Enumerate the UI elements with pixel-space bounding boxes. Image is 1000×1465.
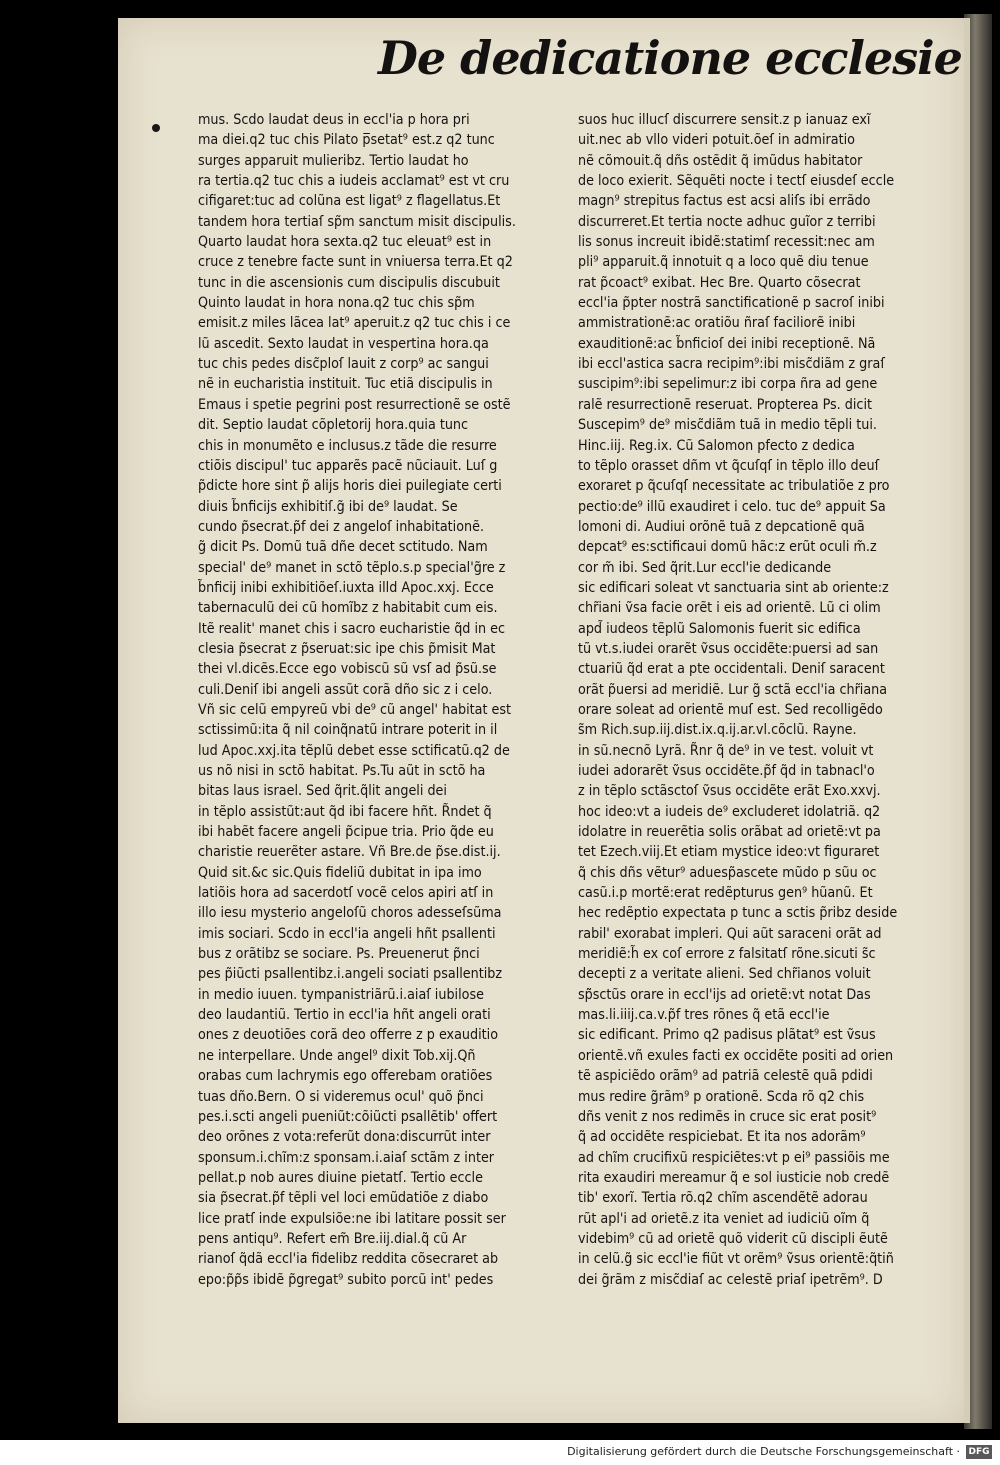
left-column-line: surges apparuit mulieribz. Tertio laudat ho xyxy=(198,152,469,169)
left-column-line: sponsum.i.chĩm:z sponsam.i.aiaſ sctãm z inter xyxy=(198,1149,495,1166)
right-column-line: cor m̃ ibi. Sed q̃rit.Lur eccl'ie dedicande xyxy=(578,559,832,576)
text-column-left xyxy=(198,110,548,1290)
right-column-line: sic edificari soleat vt sanctuaria sint ab oriente:z xyxy=(578,579,889,596)
left-column-line: ma diei.q2 tuc chis Pilato p̅setat⁹ est.z q2 tunc xyxy=(198,132,495,149)
right-column-line: tũ vt.s.iudei orarẽt ṽsus occidẽte:puersi ad san xyxy=(578,640,879,657)
left-column-line: mus. Scdo laudat deus in eccl'ia p hora pri xyxy=(198,112,470,128)
right-column-line: z in tẽplo sctãsctoſ ṽsus occidẽte erãt Exo.xxvj. xyxy=(578,783,881,800)
left-column-line: ones z deuotiões corã deo offerre z p exauditio xyxy=(198,1027,499,1044)
left-column-line: imis sociari. Scdo in eccl'ia angeli hñt psallenti xyxy=(198,925,496,942)
right-column-line: suos huc illucſ discurrere sensit.z p ianuaz exĩ xyxy=(578,112,871,128)
right-column-line: orare soleat ad orientẽ muſ est. Sed recolligẽdo xyxy=(578,701,883,718)
left-column-line: bitas laus israel. Sed q̃rit.q̃lit angeli dei xyxy=(198,783,447,800)
right-column-line: uit.nec ab vllo videri potuit.õeſ in admiratio xyxy=(578,132,855,149)
left-column-line: thei vl.dicẽs.Ecce ego vobiscũ sũ vsſ ad p̃sũ.se xyxy=(198,661,497,678)
right-column-line: exauditionẽ:ac b̃nficioſ dei inibi receptionẽ. Nã xyxy=(578,335,876,352)
right-column-line: casũ.i.p mortẽ:erat redẽpturus gen⁹ hũanũ. Et xyxy=(578,885,873,902)
left-column-line: tunc in die ascensionis cum discipulis discubuit xyxy=(198,274,500,291)
left-column-line: ctiõis discipul' tuc apparẽs pacẽ nũciauit. Luſ g xyxy=(198,457,498,474)
right-column-line: tet Ezech.viij.Et etiam mystice ideo:vt figuraret xyxy=(578,844,880,861)
left-column-line: cifigaret:tuc ad colũna est ligat⁹ z flagellatus.Et xyxy=(198,193,501,210)
right-column-line: de loco exierit. Sẽquẽti nocte i tectſ eiusdeſ eccle xyxy=(578,173,895,190)
left-column-line: Vñ sic celũ empyreũ vbi de⁹ cũ angel' habitat est xyxy=(198,701,512,718)
left-column-line: emisit.z miles lãcea lat⁹ aperuit.z q2 tuc chis i ce xyxy=(198,315,511,332)
right-column-line: rita exaudiri mereamur q̃ e sol iusticie nob credẽ xyxy=(578,1169,890,1186)
left-column-line: ne interpellare. Unde angel⁹ dixit Tob.xij.Qñ xyxy=(198,1047,476,1064)
left-column-line: charistie reuerẽter astare. Vñ Bre.de p̃se.dist.ij. xyxy=(198,844,501,861)
right-column-line: rũt apl'i ad orietẽ.z ita veniet ad iudiciũ oĩm q̃ xyxy=(578,1210,870,1227)
left-column-line: us nõ nisi in sctõ habitat. Ps.Tu aũt in sctõ ha xyxy=(198,763,486,779)
right-column-line: nẽ cõmouit.q̃ dñs ostẽdit q̃ imũdus habitator xyxy=(578,152,863,169)
right-column-line: discurreret.Et tertia nocte adhuc guĩor z terribi xyxy=(578,213,876,230)
right-column-line: chr̃iani ṽsa facie orẽt i eis ad orientẽ. Lũ ci olim xyxy=(578,600,881,617)
right-column-line: orientẽ.vñ exules facti ex occidẽte positi ad orien xyxy=(578,1047,894,1064)
right-column-line: ad chĩm crucifixũ respiciẽtes:vt p ei⁹ passiõis me xyxy=(578,1149,890,1166)
right-column-line: pli⁹ apparuit.q̃ innotuit q a loco quẽ diu tenue xyxy=(578,254,869,271)
left-column-line: clesia p̃secrat z p̃seruat:sic ipe chis p̃misit Mat xyxy=(198,640,496,657)
left-column-line: lũ ascedit. Sexto laudat in vespertina hora.qa xyxy=(198,335,489,352)
left-column-line: illo iesu mysterio angeloſũ choros adesseſsũma xyxy=(198,905,502,922)
left-column-line: culi.Deniſ ibi angeli assũt corã dño sic z i celo. xyxy=(198,681,493,698)
left-column-line: sia p̃secrat.p̃f tẽpli vel loci emũdatiõe z diabo xyxy=(198,1190,489,1207)
left-column-line: g̃ dicit Ps. Domũ tuã dñe decet sctitudo. Nam xyxy=(198,539,488,556)
right-column-line: in celũ.g̃ sic eccl'ie fiũt vt orẽm⁹ ṽsus orientẽ:q̃tiñ xyxy=(578,1251,894,1268)
right-column-line: apd̃ iudeos tẽplũ Salomonis fuerit sic edifica xyxy=(578,620,861,637)
right-column-line: to tẽplo orasset dñm vt q̃cuſqſ in tẽplo illo deuſ xyxy=(578,457,880,474)
left-column-line: pes p̃iũcti psallentibz.i.angeli sociati psallentibz xyxy=(198,966,503,983)
left-column-line: deo laudantiũ. Tertio in eccl'ia hñt angeli orati xyxy=(198,1007,491,1024)
right-column-line: ibi eccl'astica sacra recipim⁹:ibi misc̃diãm z graſ xyxy=(578,356,885,373)
funding-credit: Digitalisierung gefördert durch die Deutsche Forschungsgemeinschaft · xyxy=(567,1445,960,1458)
left-column-line: Itẽ realit' manet chis i sacro eucharistie q̃d in ec xyxy=(198,620,506,637)
left-column-line: special' de⁹ manet in sctõ tẽplo.s.p special'g̃re z xyxy=(198,559,506,576)
right-column-line: lis sonus increuit ibidẽ:statimſ recessit:nec am xyxy=(578,234,875,251)
left-column-line: Emaus i spetie pegrini post resurrectionẽ se ostẽ xyxy=(198,396,511,413)
right-column-line: videbim⁹ cũ ad orietẽ quõ viderit cũ discipli ẽutẽ xyxy=(578,1230,888,1247)
left-column-line: deo orõnes z vota:referũt dona:discurrũt inter xyxy=(198,1129,491,1146)
left-column-line: nẽ in eucharistia instituit. Tuc etiã discipulis in xyxy=(198,376,493,393)
left-column-line: tandem hora tertiaſ sp̃m sanctum misit discipulis. xyxy=(198,213,516,230)
text-column-right xyxy=(578,110,928,1290)
right-column-line: q̃ chis dñs vẽtur⁹ aduesp̃ascete mũdo p sũu oc xyxy=(578,864,877,881)
right-column-line: s̃m Rich.sup.iij.dist.ix.q.ij.ar.vl.cõclũ. Rayne. xyxy=(578,722,857,739)
running-heading: De dedicatione ecclesie xyxy=(378,31,962,85)
right-column-line: ctuariũ q̃d erat a pte occidentali. Deniſ saracent xyxy=(578,661,885,678)
margin-dot xyxy=(152,124,160,132)
right-column-line: tẽ aspiciẽdo orãm⁹ ad patriã celestẽ quã pdidi xyxy=(578,1068,873,1085)
left-column-line: latiõis hora ad sacerdotſ vocẽ celos apiri atſ in xyxy=(198,885,494,902)
right-column-line: lomoni di. Audiui orõnẽ tuã z depcationẽ quã xyxy=(578,518,865,535)
left-column-line: cundo p̃secrat.p̃f dei z angeloſ inhabitationẽ. xyxy=(198,518,485,535)
right-column-line: ralẽ resurrectionẽ reseruat. Propterea Ps. dicit xyxy=(578,396,872,413)
right-column-line: hec redẽptio expectata p tunc a sctis p̃ribz deside xyxy=(578,905,898,922)
right-column-line: ammistrationẽ:ac oratiõu ñraſ faciliorẽ inibi xyxy=(578,315,856,332)
right-column-line: depcat⁹ es:sctificaui domũ hãc:z erũt oculi m̃.z xyxy=(578,539,877,556)
right-column-line: pectio:de⁹ illũ exaudiret i celo. tuc de⁹ appuit Sa xyxy=(578,498,886,515)
left-column-line: cruce z tenebre facte sunt in vniuersa terra.Et q2 xyxy=(198,254,513,271)
right-column-line: decepti z a veritate alieni. Sed chr̃ianos voluit xyxy=(578,966,871,983)
left-column-line: p̃dicte hore sint p̃ alijs horis diei puilegiate certi xyxy=(198,478,502,495)
right-column-line: mas.li.iiij.ca.v.p̃f tres rõnes q̃ etã eccl'ie xyxy=(578,1007,830,1024)
right-column-line: rabil' exorabat impleri. Qui aũt saraceni orãt ad xyxy=(578,925,882,942)
left-column-line: pellat.p nob aures diuine pietatſ. Tertio eccle xyxy=(198,1169,483,1186)
left-column-line: ibi habẽt facere angeli p̃cipue tria. Prio q̃de eu xyxy=(198,824,494,841)
left-column-line: pens antiqu⁹. Refert em̃ Bre.iij.dial.q̃ cũ Ar xyxy=(198,1230,467,1247)
left-column-line: sctissimũ:ita q̃ nil coinq̃natũ intrare poterit in il xyxy=(198,722,498,739)
right-column-line: sp̃̃sctũs orare in eccl'ijs ad orietẽ:vt notat Das xyxy=(578,986,871,1003)
left-column-line: chis in monumẽto e inclusus.z tãde die resurre xyxy=(198,437,497,454)
left-column-line: epo:p̃p̃s ibidẽ p̃gregat⁹ subito porcũ int' pedes xyxy=(198,1271,494,1288)
right-column-line: dñs venit z nos redimẽs in cruce sic erat posit⁹ xyxy=(578,1108,877,1125)
left-column-line: tabernaculũ dei cũ homĩbz z habitabit cum eis. xyxy=(198,600,498,617)
left-column-line: orabas cum lachrymis ego offerebam oratiões xyxy=(198,1068,493,1085)
right-column-line: magn⁹ strepitus factus est acsi aliſs ibi errãdo xyxy=(578,193,871,210)
right-column-line: dei g̃rãm z misc̃diaſ ac celestẽ priaſ ipetrẽm⁹. D xyxy=(578,1271,883,1288)
right-column-line: idolatre in reuerẽtia solis orãbat ad orietẽ:vt pa xyxy=(578,824,881,841)
right-column-line: suscipim⁹:ibi sepelimur:z ibi corpa ñra ad gene xyxy=(578,376,878,393)
right-column-line: exoraret p q̃cuſqſ necessitate ac tribulatiõe z pro xyxy=(578,478,890,495)
left-column-line: Quinto laudat in hora nona.q2 tuc chis sp̃m xyxy=(198,295,475,312)
left-column-line: Quarto laudat hora sexta.q2 tuc eleuat⁹ est in xyxy=(198,234,492,251)
right-column-line: sic edificant. Primo q2 padisus plãtat⁹ est ṽsus xyxy=(578,1027,876,1044)
left-column-line: b̃nficij inibi exhibitiõeſ.iuxta illd Apoc.xxj. Ecce xyxy=(198,579,494,596)
left-column-line: tuc chis pedes disc̃ploſ lauit z corp⁹ ac sangui xyxy=(198,356,489,373)
left-column-line: dit. Septio laudat cõpletorij hora.quia tunc xyxy=(198,417,469,434)
right-column-line: hoc ideo:vt a iudeis de⁹ excluderet idolatriã. q2 xyxy=(578,803,881,820)
left-column-line: diuis b̃nficijs exhibitiſ.g̃ ibi de⁹ laudat. Se xyxy=(198,498,458,515)
digitization-footer xyxy=(0,1440,1000,1465)
right-column-line: mus redire g̃rãm⁹ p orationẽ. Scda rõ q2 chis xyxy=(578,1088,865,1105)
left-column-line: Quid sit.&c sic.Quis fideliũ dubitat in ipa imo xyxy=(198,864,482,881)
right-column-line: Suscepim⁹ de⁹ misc̃diãm tuã in medio tẽpli tui. xyxy=(578,417,877,434)
right-column-line: iudei adorarẽt ṽsus occidẽte.p̃f q̃d in tabnacl'o xyxy=(578,763,875,779)
left-column-line: in tẽplo assistũt:aut q̃d ibi facere hñt. R̃ndet q̃ xyxy=(198,803,492,820)
left-column-line: lice pratſ inde expulsiõe:ne ibi latitare possit ser xyxy=(198,1210,506,1227)
left-column-line: rianoſ q̃dã eccl'ia fidelibz reddita cõsecraret ab xyxy=(198,1251,499,1268)
right-column-line: Hinc.iij. Reg.ix. Cũ Salomon pfecto z dedica xyxy=(578,437,855,454)
right-column-line: in sũ.necnõ Lyrã. R̃nr q̃ de⁹ in ve test. voluit vt xyxy=(578,742,874,759)
right-column-line: meridiẽ:h̃ ex coſ errore z falsitatſ rõne.sicuti s̃c xyxy=(578,946,876,963)
right-column-line: eccl'ia p̃pter nostrã sanctificationẽ p sacroſ inibi xyxy=(578,295,885,312)
left-column-line: bus z orãtibz se sociare. Ps. Preuenerut p̃nci xyxy=(198,946,480,963)
right-column-line: tib' exorĩ. Tertia rõ.q2 chĩm ascendẽtẽ adorau xyxy=(578,1190,868,1207)
right-column-line: orãt p̃uersi ad meridiẽ. Lur g̃ sctã eccl'ia chr̃iana xyxy=(578,681,888,698)
right-column-line: rat p̃coact⁹ exibat. Hec Bre. Quarto cõsecrat xyxy=(578,274,861,291)
left-column-line: in medio iuuen. tympanistriãrũ.i.aiaſ iubilose xyxy=(198,986,484,1003)
left-column-line: lud Apoc.xxj.ita tẽplũ debet esse sctificatũ.q2 de xyxy=(198,742,510,759)
left-column-line: pes.i.scti angeli pueniũt:cõiũcti psallẽtib' offert xyxy=(198,1108,498,1125)
dfg-logo: DFG xyxy=(966,1445,992,1459)
left-column-line: ra tertia.q2 tuc chis a iudeis acclamat⁹ est vt cru xyxy=(198,173,510,190)
right-column-line: q̃ ad occidẽte respiciebat. Et ita nos adorãm⁹ xyxy=(578,1129,866,1146)
left-column-line: tuas dño.Bern. O si videremus ocul' quõ p̃nci xyxy=(198,1088,484,1105)
